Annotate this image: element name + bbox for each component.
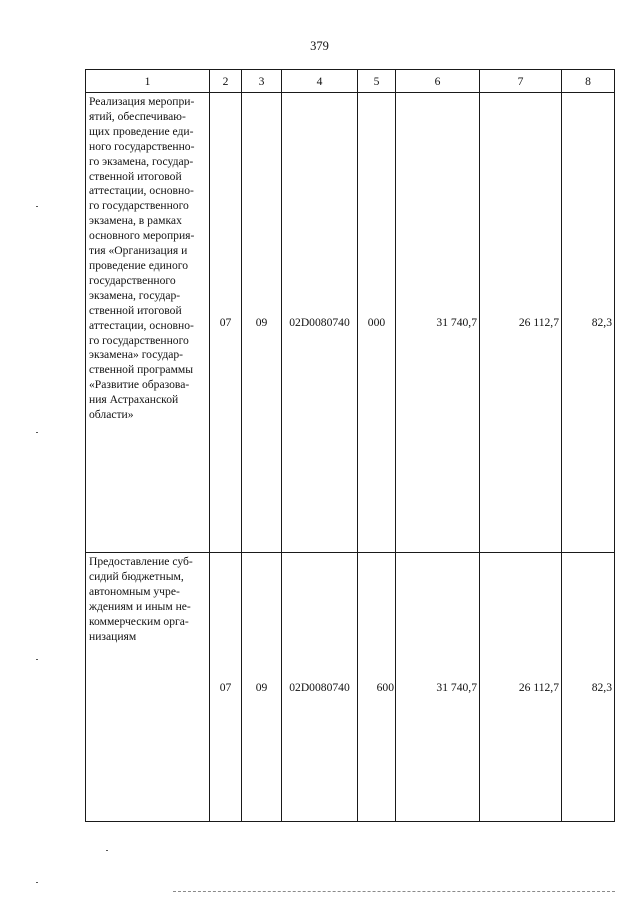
section-code: 07 <box>210 93 242 553</box>
description-line: ственной итоговой <box>89 169 182 183</box>
description-line: ждениям и иным не- <box>89 599 191 613</box>
table-row <box>86 93 615 553</box>
description-line: области» <box>89 408 134 422</box>
scan-speck <box>106 850 108 851</box>
description-line: ственной итоговой <box>89 303 182 317</box>
description-line: щих проведение еди- <box>89 124 194 138</box>
target-article-code: 02D0080740 <box>282 93 358 553</box>
header-cell-3: 3 <box>242 70 282 93</box>
subsection-code: 09 <box>242 93 282 553</box>
description-line: тия «Организация и <box>89 244 188 258</box>
description-line: ного государственно- <box>89 139 195 153</box>
description-line: экзамена, в рамках <box>89 214 182 228</box>
description-line: ственной программы <box>89 363 194 377</box>
description-line: Предоставление суб- <box>89 555 193 568</box>
header-cell-1: 1 <box>86 70 210 93</box>
description-line: ния Астраханской <box>89 393 179 407</box>
description-line: го государственного <box>89 333 189 347</box>
description-line: экзамена, государ- <box>89 288 181 302</box>
description-line: го государственного <box>89 199 189 213</box>
description-line: го экзамена, государ- <box>89 154 194 168</box>
description-line: проведение единого <box>89 258 189 272</box>
expense-type-code: 000 <box>358 93 396 553</box>
execution-percent: 82,3 <box>562 553 615 822</box>
scan-speck <box>36 659 38 660</box>
actual-amount: 26 112,7 <box>480 553 562 822</box>
description-line: экзамена» государ- <box>89 348 184 362</box>
header-cell-6: 6 <box>396 70 480 93</box>
expense-type-code: 600 <box>358 553 396 822</box>
header-cell-7: 7 <box>480 70 562 93</box>
description-line: автономным учре- <box>89 584 180 598</box>
header-cell-2: 2 <box>210 70 242 93</box>
description-line: коммерческим орга- <box>89 614 189 628</box>
scan-speck <box>36 882 38 883</box>
description-line: низациям <box>89 629 137 643</box>
row-description <box>86 93 210 553</box>
execution-percent: 82,3 <box>562 93 615 553</box>
description-line: сидий бюджетным, <box>89 569 184 583</box>
page-number: 379 <box>310 39 329 53</box>
description-line: «Развитие образова- <box>89 378 190 392</box>
planned-amount: 31 740,7 <box>396 553 480 822</box>
header-cell-8: 8 <box>562 70 615 93</box>
actual-amount: 26 112,7 <box>480 93 562 553</box>
description-line: Реализация меропри- <box>89 95 195 108</box>
budget-table <box>85 69 615 822</box>
bottom-rule <box>173 891 615 892</box>
description-line: основного мероприя- <box>89 229 195 243</box>
scan-speck <box>36 432 38 433</box>
table-row <box>86 553 615 822</box>
planned-amount: 31 740,7 <box>396 93 480 553</box>
scan-speck <box>36 206 38 207</box>
description-line: аттестации, основно- <box>89 184 194 198</box>
description-line: ятий, обеспечиваю- <box>89 109 186 123</box>
header-row <box>86 70 615 93</box>
header-cell-4: 4 <box>282 70 358 93</box>
description-line: аттестации, основно- <box>89 318 194 332</box>
target-article-code: 02D0080740 <box>282 553 358 822</box>
description-line: государственного <box>89 273 176 287</box>
section-code: 07 <box>210 553 242 822</box>
subsection-code: 09 <box>242 553 282 822</box>
row-description <box>86 553 210 822</box>
header-cell-5: 5 <box>358 70 396 93</box>
